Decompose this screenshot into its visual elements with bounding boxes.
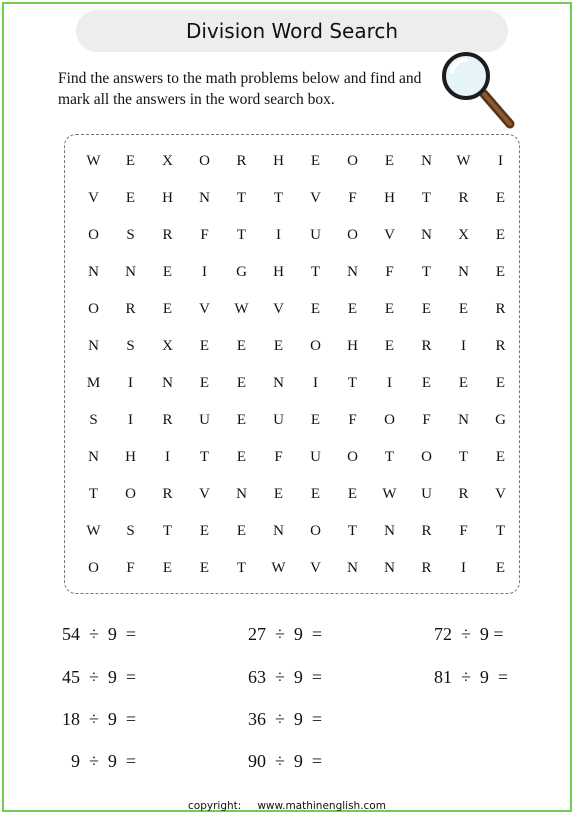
grid-letter[interactable]: E — [236, 338, 247, 354]
grid-letter[interactable]: N — [88, 338, 99, 354]
grid-letter[interactable]: I — [461, 560, 466, 576]
grid-letter[interactable]: I — [276, 227, 281, 243]
grid-letter[interactable]: G — [236, 264, 247, 280]
grid-letter[interactable]: R — [458, 190, 469, 206]
grid-letter[interactable]: H — [384, 190, 395, 206]
problem-item: 27 ÷ 9 = — [248, 624, 323, 644]
grid-letter[interactable]: R — [125, 301, 136, 317]
grid-letter[interactable]: T — [199, 449, 210, 465]
instructions-text: Find the answers to the math problems below and find and mark all the answers in the word search box. — [58, 70, 422, 108]
grid-letter[interactable]: N — [236, 486, 247, 502]
problem-item: 36 ÷ 9 = — [248, 709, 323, 729]
grid-letter[interactable]: X — [162, 153, 173, 169]
grid-letter[interactable]: H — [273, 153, 284, 169]
grid-letter[interactable]: R — [162, 486, 173, 502]
grid-letter[interactable]: W — [382, 486, 397, 502]
grid-letter[interactable]: E — [495, 560, 506, 576]
grid-letter[interactable]: E — [310, 153, 321, 169]
grid-letter[interactable]: W — [234, 301, 249, 317]
problem-item: 18 ÷ 9 = — [62, 709, 137, 729]
page-title: Division Word Search — [185, 19, 399, 43]
grid-letter[interactable]: R — [236, 153, 247, 169]
grid-letter[interactable]: N — [162, 375, 173, 391]
grid-letter[interactable]: O — [125, 486, 136, 502]
grid-letter[interactable]: U — [199, 412, 210, 428]
grid-letter[interactable]: T — [421, 264, 432, 280]
grid-letter[interactable]: E — [310, 301, 321, 317]
grid-letter[interactable]: E — [421, 375, 432, 391]
problem-item: 81 ÷ 9 = — [434, 667, 509, 687]
grid-letter[interactable]: E — [162, 301, 173, 317]
grid-letter[interactable]: T — [384, 449, 395, 465]
grid-letter[interactable]: V — [88, 190, 99, 206]
grid-letter[interactable]: V — [495, 486, 506, 502]
grid-letter[interactable]: R — [421, 523, 432, 539]
grid-letter[interactable]: X — [458, 227, 469, 243]
grid-letter[interactable]: N — [199, 190, 210, 206]
grid-letter[interactable]: F — [348, 412, 357, 428]
problem-item: 54 ÷ 9 = — [62, 624, 137, 644]
grid-letter[interactable]: E — [310, 486, 321, 502]
grid-letter[interactable]: T — [458, 449, 469, 465]
grid-letter[interactable]: E — [458, 375, 469, 391]
problem-item: 72 ÷ 9 = — [434, 624, 504, 644]
grid-letter[interactable]: O — [347, 153, 358, 169]
grid-letter[interactable]: X — [162, 338, 173, 354]
grid-letter[interactable]: V — [199, 301, 210, 317]
grid-letter[interactable]: F — [459, 523, 468, 539]
word-search-box — [64, 134, 520, 594]
grid-letter[interactable]: E — [236, 523, 247, 539]
grid-letter[interactable]: E — [458, 301, 469, 317]
grid-letter[interactable]: N — [421, 153, 432, 169]
grid-letter[interactable]: T — [88, 486, 99, 502]
grid-letter[interactable]: N — [125, 264, 136, 280]
grid-letter[interactable]: E — [310, 412, 321, 428]
grid-letter[interactable]: V — [384, 227, 395, 243]
grid-letter[interactable]: N — [88, 449, 99, 465]
grid-letter[interactable]: U — [273, 412, 284, 428]
grid-letter[interactable]: V — [199, 486, 210, 502]
problem-item: 9 ÷ 9 = — [62, 751, 137, 771]
grid-letter[interactable]: O — [310, 338, 321, 354]
grid-letter[interactable]: R — [162, 227, 173, 243]
grid-letter[interactable]: I — [128, 375, 133, 391]
grid-letter[interactable]: O — [88, 301, 99, 317]
grid-letter[interactable]: S — [126, 227, 135, 243]
grid-letter[interactable]: O — [88, 227, 99, 243]
grid-letter[interactable]: T — [495, 523, 506, 539]
grid-letter[interactable]: W — [271, 560, 286, 576]
grid-letter[interactable]: I — [165, 449, 170, 465]
grid-letter[interactable]: F — [126, 560, 135, 576]
grid-letter[interactable]: R — [458, 486, 469, 502]
problem-list — [4, 624, 570, 774]
copyright-footer — [4, 800, 570, 812]
grid-letter[interactable]: F — [200, 227, 209, 243]
grid-letter[interactable]: T — [273, 190, 284, 206]
website-link[interactable]: www.mathinenglish.com — [257, 800, 386, 812]
grid-letter[interactable]: S — [126, 523, 135, 539]
grid-letter[interactable]: N — [347, 560, 358, 576]
grid-letter[interactable]: F — [274, 449, 283, 465]
grid-letter[interactable]: E — [236, 375, 247, 391]
grid-letter[interactable]: H — [162, 190, 173, 206]
grid-letter[interactable]: E — [384, 301, 395, 317]
grid-letter[interactable]: T — [347, 523, 358, 539]
grid-letter[interactable]: U — [421, 486, 432, 502]
grid-letter[interactable]: T — [236, 560, 247, 576]
grid-letter[interactable]: T — [236, 227, 247, 243]
grid-letter[interactable]: M — [86, 375, 101, 391]
grid-letter[interactable]: F — [422, 412, 431, 428]
grid-letter[interactable]: N — [347, 264, 358, 280]
grid-letter[interactable]: I — [387, 375, 392, 391]
word-search-grid — [75, 143, 519, 587]
grid-letter[interactable]: E — [347, 301, 358, 317]
grid-letter[interactable]: E — [495, 449, 506, 465]
grid-letter[interactable]: O — [384, 412, 395, 428]
grid-letter[interactable]: O — [347, 449, 358, 465]
grid-letter[interactable]: E — [162, 264, 173, 280]
grid-letter[interactable]: R — [495, 301, 506, 317]
grid-letter[interactable]: E — [199, 560, 210, 576]
grid-letter[interactable]: E — [199, 375, 210, 391]
grid-letter[interactable]: R — [162, 412, 173, 428]
grid-letter[interactable]: V — [310, 560, 321, 576]
grid-letter[interactable]: W — [86, 153, 101, 169]
grid-letter[interactable]: E — [199, 523, 210, 539]
grid-letter[interactable]: I — [202, 264, 207, 280]
grid-letter[interactable]: E — [495, 227, 506, 243]
grid-letter[interactable]: E — [495, 375, 506, 391]
grid-letter[interactable]: R — [495, 338, 506, 354]
grid-letter[interactable]: E — [421, 301, 432, 317]
grid-letter[interactable]: E — [236, 412, 247, 428]
grid-letter[interactable]: R — [421, 338, 432, 354]
grid-letter[interactable]: T — [236, 190, 247, 206]
grid-letter[interactable]: W — [456, 153, 471, 169]
grid-letter[interactable]: F — [348, 190, 357, 206]
grid-letter[interactable]: T — [421, 190, 432, 206]
copyright-label: copyright: — [188, 800, 242, 812]
grid-letter[interactable]: T — [310, 264, 321, 280]
grid-letter[interactable]: U — [310, 449, 321, 465]
grid-letter[interactable]: H — [347, 338, 358, 354]
grid-letter[interactable]: E — [125, 153, 136, 169]
grid-letter[interactable]: R — [421, 560, 432, 576]
grid-letter[interactable]: N — [88, 264, 99, 280]
grid-letter[interactable]: N — [273, 523, 284, 539]
grid-letter[interactable]: G — [495, 412, 506, 428]
grid-letter[interactable]: S — [126, 338, 135, 354]
grid-letter[interactable]: E — [384, 153, 395, 169]
grid-letter[interactable]: N — [458, 412, 469, 428]
grid-letter[interactable]: N — [384, 523, 395, 539]
grid-letter[interactable]: I — [313, 375, 318, 391]
grid-letter[interactable]: E — [273, 486, 284, 502]
title-banner — [76, 10, 508, 52]
grid-letter[interactable]: O — [199, 153, 210, 169]
magnifying-glass-icon — [436, 50, 518, 132]
grid-letter[interactable]: H — [273, 264, 284, 280]
problem-item: 63 ÷ 9 = — [248, 667, 323, 687]
grid-letter[interactable]: I — [128, 412, 133, 428]
grid-letter[interactable]: E — [273, 338, 284, 354]
grid-letter[interactable]: O — [347, 227, 358, 243]
grid-letter[interactable]: E — [162, 560, 173, 576]
problem-item: 45 ÷ 9 = — [62, 667, 137, 687]
grid-letter[interactable]: E — [495, 264, 506, 280]
grid-letter[interactable]: N — [273, 375, 284, 391]
grid-letter[interactable]: W — [86, 523, 101, 539]
grid-letter[interactable]: T — [162, 523, 173, 539]
grid-letter[interactable]: N — [458, 264, 469, 280]
grid-letter[interactable]: E — [125, 190, 136, 206]
grid-letter[interactable]: S — [89, 412, 98, 428]
grid-letter[interactable]: U — [310, 227, 321, 243]
grid-letter[interactable]: O — [88, 560, 99, 576]
grid-letter[interactable]: I — [498, 153, 503, 169]
grid-letter[interactable]: V — [273, 301, 284, 317]
grid-letter[interactable]: V — [310, 190, 321, 206]
grid-letter[interactable]: T — [347, 375, 358, 391]
grid-letter[interactable]: N — [384, 560, 395, 576]
grid-letter[interactable]: N — [421, 227, 432, 243]
grid-letter[interactable]: E — [384, 338, 395, 354]
grid-letter[interactable]: E — [347, 486, 358, 502]
grid-letter[interactable]: O — [310, 523, 321, 539]
grid-letter[interactable]: O — [421, 449, 432, 465]
grid-letter[interactable]: E — [495, 190, 506, 206]
grid-letter[interactable]: I — [461, 338, 466, 354]
worksheet-page — [2, 2, 572, 812]
grid-letter[interactable]: H — [125, 449, 136, 465]
grid-letter[interactable]: F — [385, 264, 394, 280]
grid-letter[interactable]: E — [199, 338, 210, 354]
grid-letter[interactable]: E — [236, 449, 247, 465]
problem-item: 90 ÷ 9 = — [248, 751, 323, 771]
